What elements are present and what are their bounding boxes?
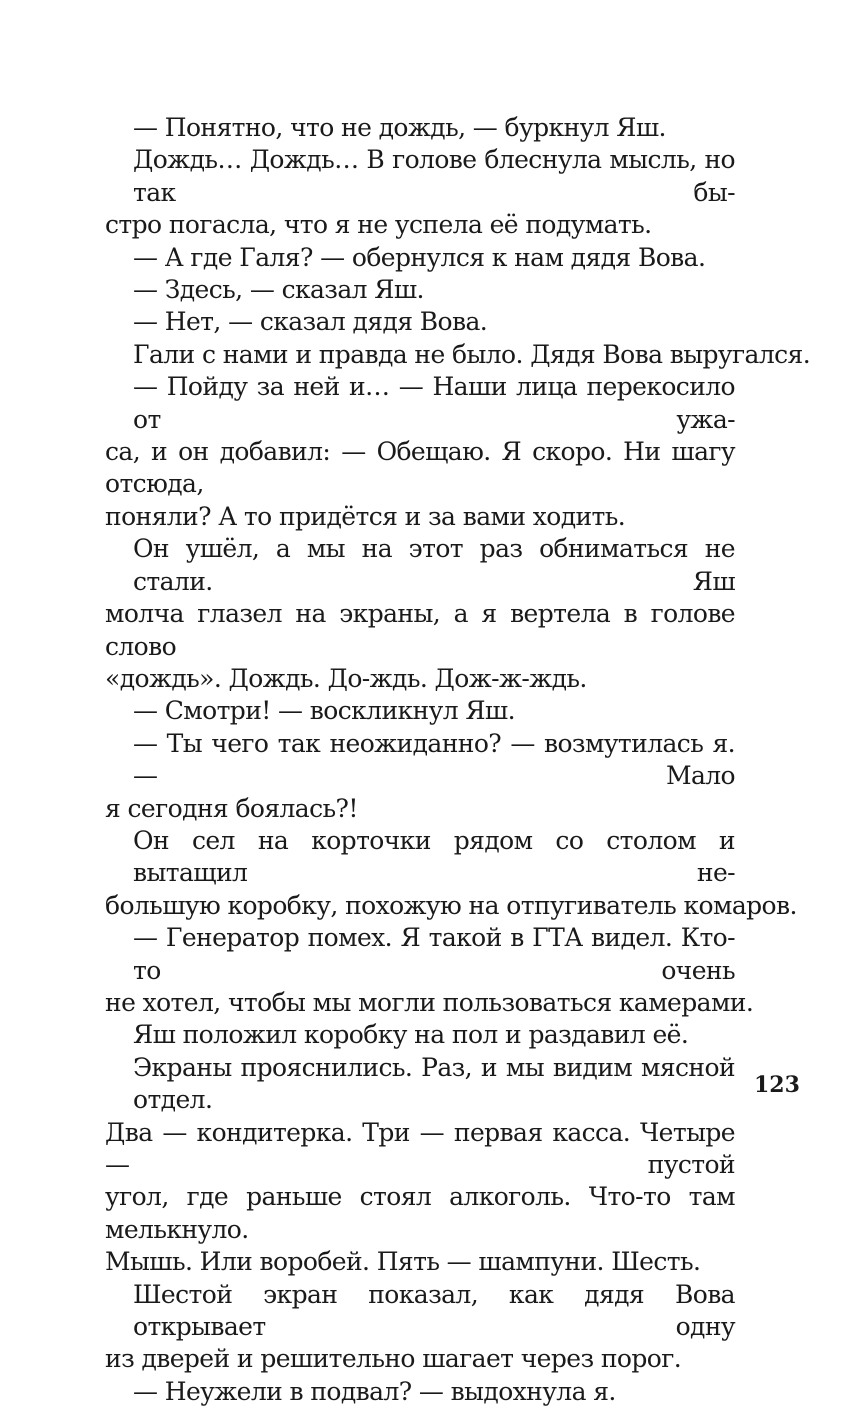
text-line: Шестой экран показал, как дядя Вова открывает одну — [133, 1279, 735, 1342]
text-line: Два — кондитерка. Три — первая касса. Четыре — пустой — [105, 1117, 735, 1179]
text-line: Экраны прояснились. Раз, и мы видим мясной отдел. — [133, 1052, 735, 1115]
text-line: Дождь… Дождь… В голове блеснула мысль, но так бы- — [133, 145, 735, 207]
text-line: Мышь. Или воробей. Пять — шампуни. Шесть. — [105, 1247, 701, 1277]
text-line: — Ты чего так неожиданно? — возмутилась я. — Мало — [133, 728, 735, 791]
text-line: не хотел, чтобы мы могли пользоваться камерами. — [105, 987, 754, 1017]
text-line: стро погасла, что я не успела её подумать. — [105, 210, 652, 240]
text-line: — Смотри! — воскликнул Яш. — [133, 696, 515, 726]
text-line: из дверей и решительно шагает через порог. — [105, 1344, 682, 1374]
text-line: большую коробку, похожую на отпугиватель комаров. — [105, 890, 797, 920]
text-line: са, и он добавил: — Обещаю. Я скоро. Ни шагу отсюда, — [105, 437, 735, 499]
text-line: — Пойду за ней и… — Наши лица перекосило от ужа- — [133, 372, 735, 434]
text-line: — А где Галя? — обернулся к нам дядя Вова. — [133, 242, 706, 272]
text-line: — Неужели в подвал? — выдохнула я. — [133, 1376, 616, 1406]
text-line: я сегодня боялась?! — [105, 793, 358, 823]
text-line: Он сел на корточки рядом со столом и вытащил не- — [133, 825, 735, 888]
text-line: молча глазел на экраны, а я вертела в голове слово — [105, 599, 735, 661]
text-line: — Генератор помех. Я такой в ГТА видел. Кто-то очень — [133, 923, 735, 985]
page-number: 123 — [754, 1072, 800, 1098]
text-line: угол, где раньше стоял алкоголь. Что-то там мелькнуло. — [105, 1182, 735, 1244]
text-line: «дождь». Дождь. До-ждь. Дож-ж-ждь. — [105, 663, 587, 693]
text-line: — Нет, — сказал дядя Вова. — [133, 307, 488, 337]
text-line: — Понятно, что не дождь, — буркнул Яш. — [133, 113, 666, 142]
text-line: — Здесь, — сказал Яш. — [133, 275, 424, 305]
text-line: Яш положил коробку на пол и раздавил её. — [133, 1020, 689, 1050]
text-line: Гали с нами и правда не было. Дядя Вова выругался. — [133, 339, 811, 369]
text-line: поняли? А то придётся и за вами ходить. — [105, 501, 626, 531]
text-line: Он ушёл, а мы на этот раз обниматься не стали. Яш — [133, 534, 735, 596]
